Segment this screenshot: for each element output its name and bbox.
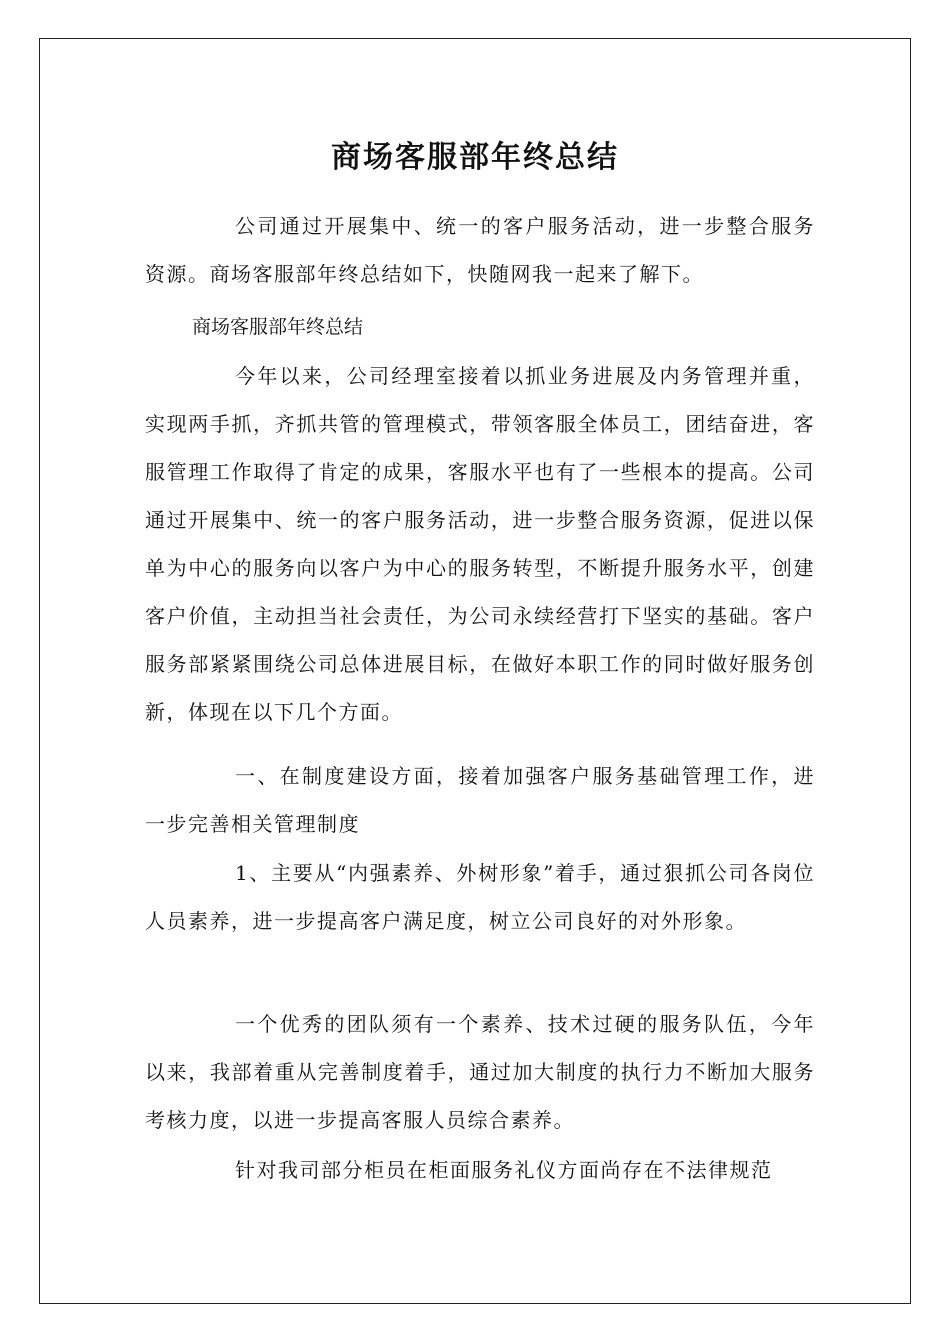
section-heading-1: 一、在制度建设方面，接着加强客户服务基础管理工作，进一步完善相关管理制度 — [145, 764, 815, 836]
intro-paragraph: 公司通过开展集中、统一的客户服务活动，进一步整合服务资源。商场客服部年终总结如下，快随网我一起来了解下。 — [145, 214, 815, 286]
body-paragraph-1: 今年以来，公司经理室接着以抓业务进展及内务管理并重，实现两手抓，齐抓共管的管理模式，带领客服全体员工，团结奋进，客服管理工作取得了肯定的成果，客服水平也有了一些根本的提高。公司通过开展集中、统一的客户服务活动，进一步整合服务资源，促进以保单为中心的服务向以客户为中心的服务转型，不断提升服务水平，创建客户价值，主动担当社会责任，为公司永续经营打下坚实的基础。客户服务部紧紧围绕公司总体进展目标，在做好本职工作的同时做好服务创新，体现在以下几个方面。 — [145, 364, 815, 724]
section-subheading: 商场客服部年终总结 — [192, 316, 364, 338]
body-paragraph-3: 一个优秀的团队须有一个素养、技术过硬的服务队伍，今年以来，我部着重从完善制度着手，通过加大制度的执行力不断加大服务考核力度，以进一步提高客服人员综合素养。 — [145, 1012, 815, 1132]
body-paragraph-2: 1、主要从“内强素养、外树形象”着手，通过狠抓公司各岗位人员素养，进一步提高客户满足度，树立公司良好的对外形象。 — [145, 861, 815, 933]
document-title: 商场客服部年终总结 — [331, 140, 619, 175]
body-paragraph-4: 针对我司部分柜员在柜面服务礼仪方面尚存在不法律规范 — [235, 1158, 773, 1182]
